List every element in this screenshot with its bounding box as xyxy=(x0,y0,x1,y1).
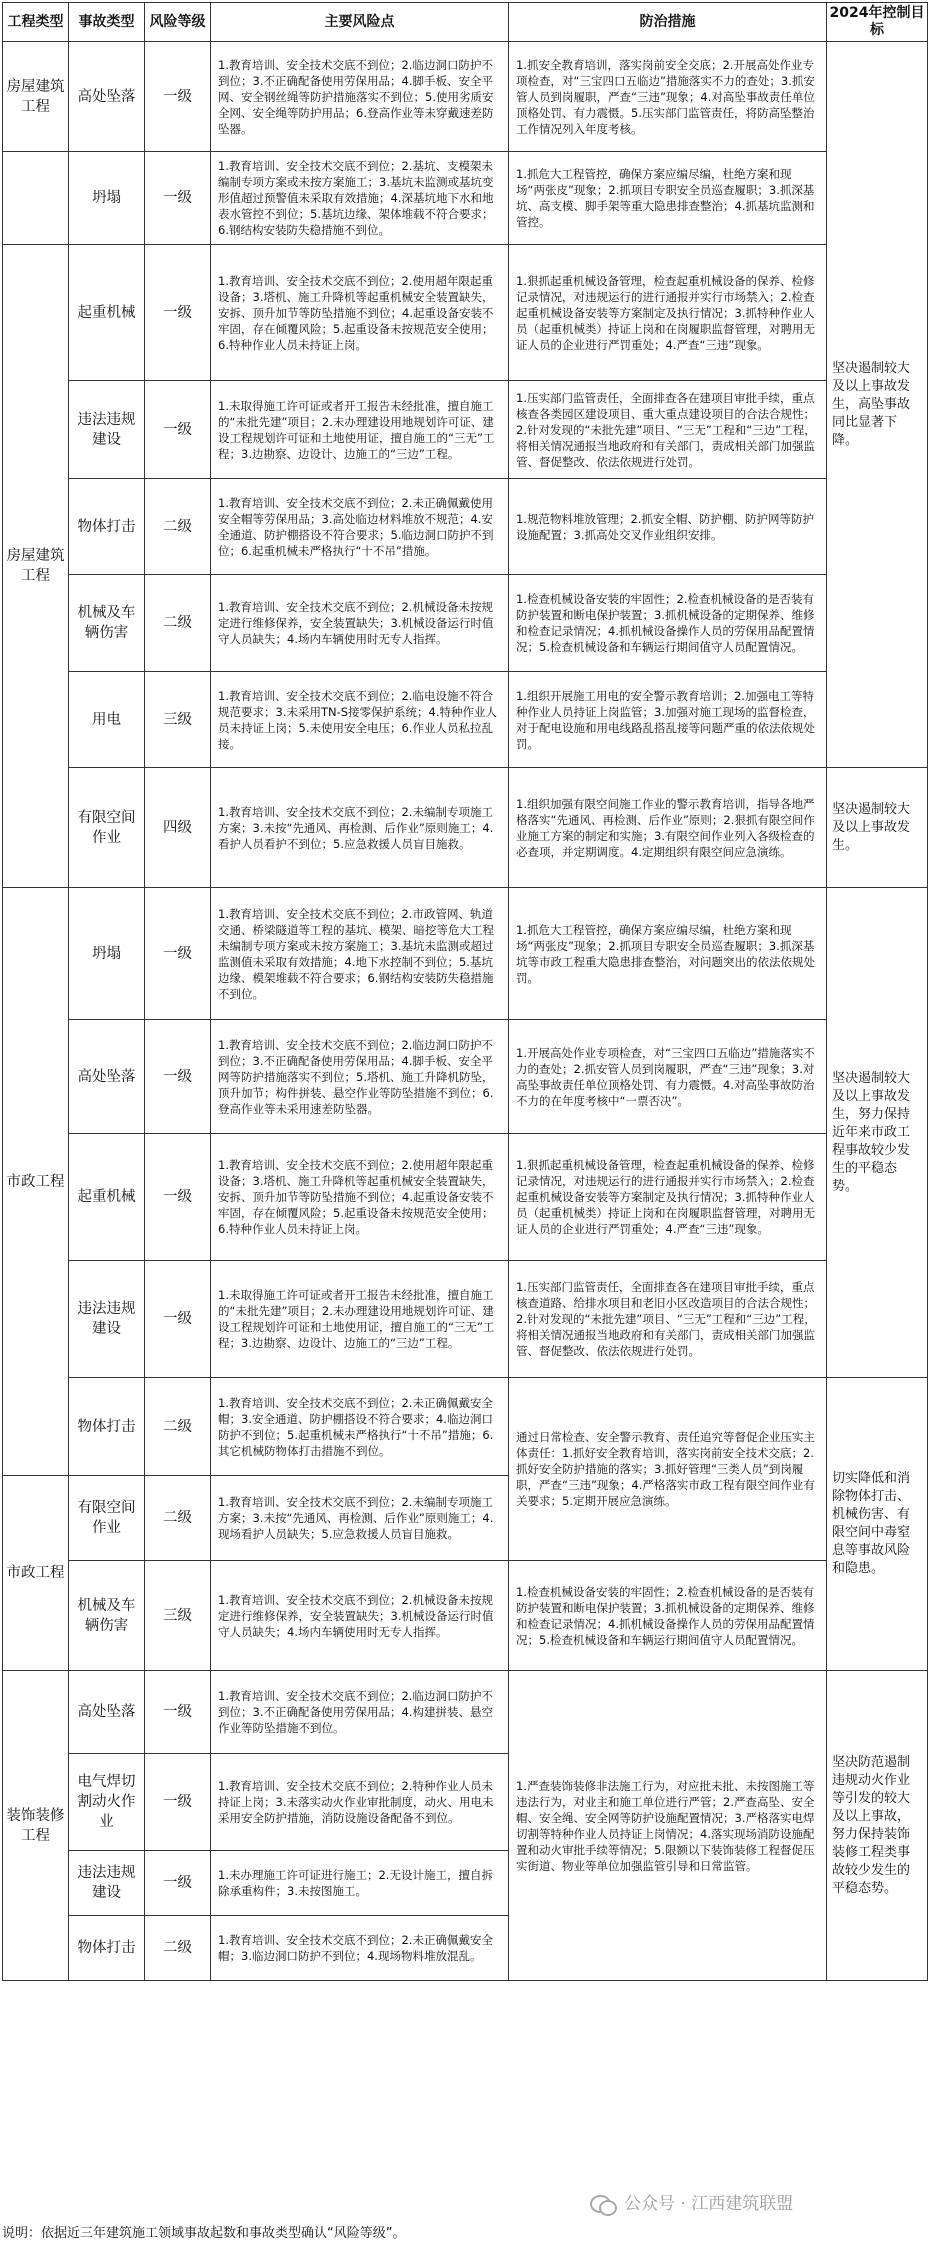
project-type-cell: 市政工程 xyxy=(3,888,69,1476)
risk-points-cell: 1.教育培训、安全技术交底不到位；2.未正确佩戴安全帽；3.安全通道、防护棚搭设不符合要求；4.临边洞口防护不到位；5.起重机械未严格执行“十不吊”措施；6.其它机械防物体打击措施不到位。 xyxy=(211,1378,509,1476)
accident-type-cell: 高处坠落 xyxy=(69,1020,145,1134)
measures-cell: 1.严查装饰装修非法施工行为，对应批未批、未按图施工等违法行为，对业主和施工单位进行严管；2.严查高坠、安全帽、安全绳、安全网等防护设施配置情况；3.严格落实电焊切割等特种作业人员持证上岗情况；4.落实现场消防设施配置和动火审批手续等情况；5.限额以下装饰装修工程督促压实街道、物业等单位加强监管引导和日常监管。 xyxy=(509,1671,827,1981)
measures-cell: 1.规范物料堆放管理；2.抓安全帽、防护棚、防护网等防护设施配置；3.抓高处交叉作业组织安排。 xyxy=(509,479,827,575)
risk-points-cell: 1.教育培训、安全技术交底不到位；2.临边洞口防护不到位；3.不正确配备使用劳保用品；4.脚手板、安全平网等防护措施落实不到位；5.塔机、施工升降机防坠，顶升加节；构件拼装、悬空作业等防坠措施不到位；6.登高作业等未采用速差防坠器。 xyxy=(211,1020,509,1134)
risk-level-cell: 一级 xyxy=(145,1671,211,1754)
measures-cell: 1.狠抓起重机械设备管理，检查起重机械设备的保养、检修记录情况，对违规运行的进行通报并实行市场禁入；2.检查起重机械设备安装等方案制定及执行情况；3.抓特种作业人员（起重机械类）持证上岗和在岗履职监督管理，对聘用无证人员的企业进行严罚重处；4.严查“三违”现象。 xyxy=(509,245,827,381)
risk-points-cell: 1.教育培训、安全技术交底不到位；2.临边洞口防护不到位；3.不正确配备使用劳保用品；4.构建拼装、悬空作业等防坠措施不到位。 xyxy=(211,1671,509,1754)
accident-type-cell: 高处坠落 xyxy=(69,1671,145,1754)
table-row xyxy=(3,1671,928,1754)
risk-level-cell: 四级 xyxy=(145,768,211,888)
measures-cell: 1.抓危大工程管控，确保方案应编尽编，杜绝方案和现场“两张皮”现象；2.抓项目专职安全员巡查履职；3.抓深基坑等市政工程重大隐患排查整治，对问题突出的依法依规处罚。 xyxy=(509,888,827,1020)
header-risk-level: 风险等级 xyxy=(145,3,211,42)
accident-type-cell: 电气焊切割动火作业 xyxy=(69,1754,145,1851)
measures-cell: 1.组织开展施工用电的安全警示教育培训；2.加强电工等特种作业人员持证上岗监管；3.加强对施工现场的监督检查，对于配电设施和用电线路乱搭乱接等问题严重的依法依规处罚。 xyxy=(509,672,827,768)
risk-points-cell: 1.教育培训、安全技术交底不到位；2.使用超年限起重设备；3.塔机、施工升降机等起重机械安全装置缺失，安拆、顶升加节等防坠措施不到位；4.起重设备安装不牢固，存在倾覆风险；5.起重设备未按规范安全使用；6.特种作业人员未持证上岗。 xyxy=(211,245,509,381)
measures-cell: 1.组织加强有限空间施工作业的警示教育培训，指导各地严格落实“先通风、再检测、后作业”原则；2.狠抓有限空间作业施工方案的制定和实施；3.有限空间作业列入各级检查的必查项，并定期调度。4.定期组织有限空间应急演练。 xyxy=(509,768,827,888)
accident-type-cell: 起重机械 xyxy=(69,1134,145,1261)
risk-level-cell: 一级 xyxy=(145,1134,211,1261)
risk-level-cell: 一级 xyxy=(145,1754,211,1851)
accident-type-cell: 用电 xyxy=(69,672,145,768)
measures-cell: 1.检查机械设备安装的牢固性；2.检查机械设备的是否装有防护装置和断电保护装置；3.抓机械设备的定期保养、维修和检查记录情况；4.抓机械设备操作人员的劳保用品配置情况；5.检查机械设备和车辆运行期间值守人员配置情况。 xyxy=(509,1561,827,1671)
risk-points-cell: 1.未取得施工许可证或者开工报告未经批准，擅自施工的“未批先建”项目；2.未办理建设用地规划许可证、建设工程规划许可证和土地使用证，擅自施工的“三无”工程；3.边勘察、边设计、边施工的“三边”工程。 xyxy=(211,381,509,479)
table-row xyxy=(3,245,928,381)
risk-points-cell: 1.教育培训、安全技术交底不到位；2.基坑、支模架未编制专项方案或未按方案施工；3.基坑未监测或基坑变形值超过预警值未采取有效措施；4.深基坑地下水和地表水管控不到位；5.基坑边缘、架体堆载不符合要求；6.钢结构安装防失稳措施不到位。 xyxy=(211,152,509,245)
risk-level-cell: 一级 xyxy=(145,245,211,381)
risk-level-cell: 二级 xyxy=(145,575,211,672)
risk-level-cell: 二级 xyxy=(145,479,211,575)
risk-level-cell: 三级 xyxy=(145,672,211,768)
risk-level-cell: 三级 xyxy=(145,1561,211,1671)
header-project-type: 工程类型 xyxy=(3,3,69,42)
accident-type-cell: 违法违规建设 xyxy=(69,1261,145,1378)
table-row xyxy=(3,1378,928,1476)
accident-type-cell: 违法违规建设 xyxy=(69,1851,145,1916)
control-goal-cell: 坚决遏制较大及以上事故发生，高坠事故同比显著下降。 xyxy=(827,42,928,768)
risk-table xyxy=(2,2,928,1981)
measures-cell: 1.狠抓起重机械设备管理，检查起重机械设备的保养、检修记录情况，对违规运行的进行通报并实行市场禁入；2.检查起重机械设备安装等方案制定及执行情况；3.抓特种作业人员（起重机械类）持证上岗和在岗履职监督管理，对聘用无证人员的企业进行严罚重处；4.严查“三违”现象。 xyxy=(509,1134,827,1261)
project-type-cell: 房屋建筑工程 xyxy=(3,42,69,152)
risk-points-cell: 1.教育培训、安全技术交底不到位；2.特种作业人员未持证上岗；3.未落实动火作业审批制度，动火、用电未采用安全防护措施，消防设施设备配备不到位。 xyxy=(211,1754,509,1851)
table-row xyxy=(3,42,928,152)
risk-table-document xyxy=(2,2,927,1981)
risk-points-cell: 1.未办理施工许可证进行施工；2.无设计施工，擅自拆除承重构件；3.未按图施工。 xyxy=(211,1851,509,1916)
risk-level-cell: 一级 xyxy=(145,1020,211,1134)
measures-cell: 1.压实部门监管责任，全面排查各在建项目审批手续，重点核查道路、给排水项目和老旧小区改造项目的合法合规性；2.针对发现的“未批先建”项目、“三无”工程和“三边”工程，将相关情况通报当地政府和有关部门，责成相关部门加强监管、督促整改、依法依规进行处罚。 xyxy=(509,1261,827,1378)
watermark-text: 公众号 · 江西建筑联盟 xyxy=(624,2194,794,2214)
accident-type-cell: 物体打击 xyxy=(69,479,145,575)
table-row xyxy=(3,1134,928,1261)
risk-level-cell: 一级 xyxy=(145,1261,211,1378)
table-row xyxy=(3,768,928,888)
header-control-goal: 2024年控制目标 xyxy=(827,3,928,42)
risk-points-cell: 1.教育培训、安全技术交底不到位；2.机械设备未按规定进行维修保养，安全装置缺失；3.机械设备运行时值守人员缺失；4.场内车辆使用时无专人指挥。 xyxy=(211,575,509,672)
risk-points-cell: 1.教育培训、安全技术交底不到位；2.机械设备未按规定进行维修保养，安全装置缺失；3.机械设备运行时值守人员缺失；4.场内车辆使用时无专人指挥。 xyxy=(211,1561,509,1671)
table-row xyxy=(3,1020,928,1134)
watermark xyxy=(590,2192,793,2216)
table-row xyxy=(3,152,928,245)
project-type-cell: 房屋建筑工程 xyxy=(3,245,69,888)
table-row xyxy=(3,1561,928,1671)
accident-type-cell: 有限空间作业 xyxy=(69,768,145,888)
footnote: 说明：依据近三年建筑施工领域事故起数和事故类型确认“风险等级”。 xyxy=(2,2226,406,2241)
risk-level-cell: 二级 xyxy=(145,1378,211,1476)
risk-points-cell: 1.未取得施工许可证或者开工报告未经批准，擅自施工的“未批先建”项目；2.未办理建设用地规划许可证、建设工程规划许可证和土地使用证，擅自施工的“三无”工程；3.边勘察、边设计、边施工的“三边”工程。 xyxy=(211,1261,509,1378)
project-type-cell xyxy=(3,152,69,245)
accident-type-cell: 坍塌 xyxy=(69,152,145,245)
table-row xyxy=(3,672,928,768)
accident-type-cell: 机械及车辆伤害 xyxy=(69,1561,145,1671)
header-accident-type: 事故类型 xyxy=(69,3,145,42)
control-goal-cell: 坚决遏制较大及以上事故发生，努力保持近年来市政工程事故较少发生的平稳态势。 xyxy=(827,888,928,1378)
risk-level-cell: 一级 xyxy=(145,152,211,245)
measures-cell: 1.抓危大工程管控，确保方案应编尽编，杜绝方案和现场“两张皮”现象；2.抓项目专职安全员巡查履职；3.抓深基坑、高支模、脚手架等重大隐患排查整治；4.抓基坑监测和管控。 xyxy=(509,152,827,245)
risk-points-cell: 1.教育培训、安全技术交底不到位；2.临电设施不符合规范要求；3.未采用TN-S接零保护系统；4.特种作业人员未持证上岗；5.未使用安全电压；6.作业人员私拉乱接。 xyxy=(211,672,509,768)
table-row xyxy=(3,381,928,479)
measures-cell: 1.检查机械设备安装的牢固性；2.检查机械设备的是否装有防护装置和断电保护装置；3.抓机械设备的定期保养、维修和检查记录情况；4.抓机械设备操作人员的劳保用品配置情况；5.检查机械设备和车辆运行期间值守人员配置情况。 xyxy=(509,575,827,672)
risk-points-cell: 1.教育培训、安全技术交底不到位；2.使用超年限起重设备；3.塔机、施工升降机等起重机械安全装置缺失，安拆、顶升加节等防坠措施不到位；4.起重设备安装不牢固，存在倾覆风险；5.起重设备未按规范安全使用；6.特种作业人员未持证上岗。 xyxy=(211,1134,509,1261)
accident-type-cell: 物体打击 xyxy=(69,1378,145,1476)
header-measures: 防治措施 xyxy=(509,3,827,42)
accident-type-cell: 高处坠落 xyxy=(69,42,145,152)
measures-cell: 1.压实部门监管责任，全面排查各在建项目审批手续，重点核查各类园区建设项目、重大重点建设项目的合法合规性；2.针对发现的“未批先建”项目、“三无”工程和“三边”工程，将相关情况通报当地政府和有关部门，责成相关部门加强监管、督促整改、依法依规进行处罚。 xyxy=(509,381,827,479)
risk-points-cell: 1.教育培训、安全技术交底不到位；2.未编制专项施工方案；3.未按“先通风、再检测、后作业”原则施工；4.看护人员看护不到位；5.应急救援人员盲目施救。 xyxy=(211,768,509,888)
risk-points-cell: 1.教育培训、安全技术交底不到位；2.市政管网、轨道交通、桥梁隧道等工程的基坑、模架、暗挖等危大工程未编制专项方案或未按方案施工；3.基坑未监测或超过监测值未采取有效措施；4.地下水控制不到位；5.基坑边缘、模架堆载不符合要求；6.钢结构安装防失稳措施不到位。 xyxy=(211,888,509,1020)
table-row xyxy=(3,888,928,1020)
accident-type-cell: 起重机械 xyxy=(69,245,145,381)
risk-level-cell: 一级 xyxy=(145,381,211,479)
accident-type-cell: 物体打击 xyxy=(69,1916,145,1981)
risk-points-cell: 1.教育培训、安全技术交底不到位；2.未正确佩戴使用安全帽等劳保用品；3.高处临边材料堆放不规范；4.安全通道、防护棚搭设不符合要求；5.临边洞口防护不到位；6.起重机械未严格执行“十不吊”措施。 xyxy=(211,479,509,575)
accident-type-cell: 坍塌 xyxy=(69,888,145,1020)
measures-cell: 1.开展高处作业专项检查，对“三宝四口五临边”措施落实不力的查处；2.抓安管人员到岗履职，严查“三违”现象；3.对高坠事故责任单位顶格处罚、有力震慑。4.对高坠事故防治不力的在年度考核中“一票否决”。 xyxy=(509,1020,827,1134)
table-row xyxy=(3,575,928,672)
risk-level-cell: 一级 xyxy=(145,888,211,1020)
project-type-cell: 市政工程 xyxy=(3,1476,69,1671)
measures-cell: 通过日常检查、安全警示教育、责任追究等督促企业压实主体责任：1.抓好安全教育培训，落实岗前安全技术交底；2.抓好安全防护措施的落实；3.抓好管理“三类人员”到岗履职，严查“三违”现象；4.严格落实市政工程有限空间作业有关要求；5.定期开展应急演练。 xyxy=(509,1378,827,1561)
accident-type-cell: 违法违规建设 xyxy=(69,381,145,479)
project-type-cell: 装饰装修工程 xyxy=(3,1671,69,1981)
wechat-logo-icon xyxy=(590,2193,616,2215)
risk-points-cell: 1.教育培训、安全技术交底不到位；2.未编制专项施工方案；3.未按“先通风、再检测、后作业”原则施工；4.现场看护人员缺失；5.应急救援人员盲目施救。 xyxy=(211,1476,509,1561)
table-row xyxy=(3,1261,928,1378)
risk-points-cell: 1.教育培训、安全技术交底不到位；2.未正确佩戴安全帽；3.临边洞口防护不到位；4.现场物料堆放混乱。 xyxy=(211,1916,509,1981)
risk-level-cell: 一级 xyxy=(145,42,211,152)
accident-type-cell: 有限空间作业 xyxy=(69,1476,145,1561)
risk-level-cell: 一级 xyxy=(145,1851,211,1916)
control-goal-cell: 坚决防范遏制违规动火作业等引发的较大及以上事故，努力保持装饰装修工程类事故较少发生的平稳态势。 xyxy=(827,1671,928,1981)
measures-cell: 1.抓安全教育培训，落实岗前安全交底；2.开展高处作业专项检查，对“三宝四口五临边”措施落实不力的查处；3.抓安管人员到岗履职，严查“三违”现象；4.对高坠事故责任单位顶格处罚、有力震慑。5.压实部门监管责任，将防高坠整治工作情况列入年度考核。 xyxy=(509,42,827,152)
control-goal-cell: 切实降低和消除物体打击、机械伤害、有限空间中毒窒息等事故风险和隐患。 xyxy=(827,1378,928,1671)
risk-level-cell: 二级 xyxy=(145,1476,211,1561)
risk-level-cell: 二级 xyxy=(145,1916,211,1981)
control-goal-cell: 坚决遏制较大及以上事故发生。 xyxy=(827,768,928,888)
accident-type-cell: 机械及车辆伤害 xyxy=(69,575,145,672)
risk-points-cell: 1.教育培训、安全技术交底不到位；2.临边洞口防护不到位；3.不正确配备使用劳保用品；4.脚手板、安全平网、安全钢丝绳等防护措施落实不到位；5.使用劣质安全网、安全绳等防护用品；6.登高作业等未穿戴速差防坠器。 xyxy=(211,42,509,152)
table-row xyxy=(3,479,928,575)
header-main-risks: 主要风险点 xyxy=(211,3,509,42)
table-header-row xyxy=(3,3,928,42)
